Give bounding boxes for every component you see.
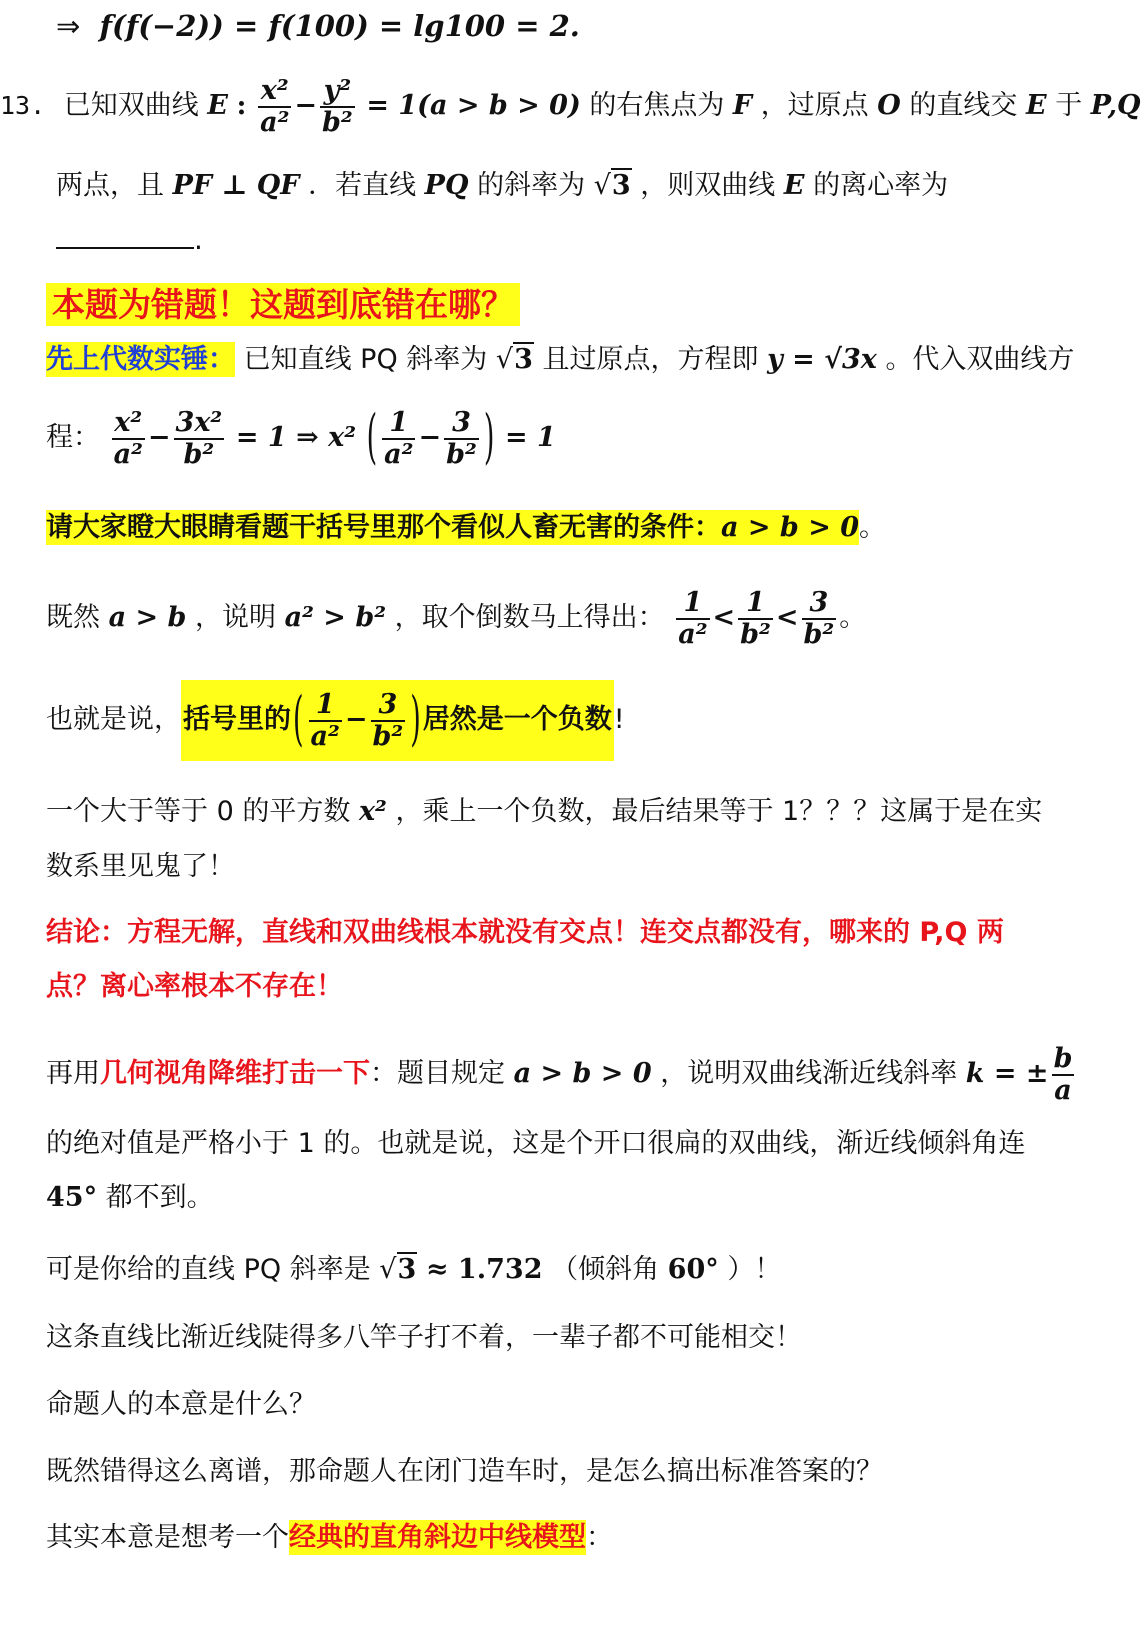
answer-blank-line: . [56, 222, 203, 258]
colon: : [236, 90, 247, 122]
question-13-line-2 [56, 168, 948, 204]
sqrt-three: √3 [379, 1254, 417, 1285]
condition-expr: a > b > 0 [721, 512, 860, 543]
model-line: 其实本意是想考一个经典的直角斜边中线模型： [46, 1522, 613, 1553]
algebra-line-2: 程： $\frac{\text{x²}}{\text{a²}}$ − $\frac{\text{3x²}}{\text{b²}}$ = 1 ⇒ x² ( $\frac{1}{\text{a²}}$ − $\frac{3}{\text{b²}}$ ) = 1 [46, 398, 556, 479]
far-line: 这条直线比渐近线陡得多八竿子打不着，一辈子都不可能相交！ [46, 1322, 802, 1353]
question-text: 的斜率为 [477, 170, 586, 201]
left-paren: ( [293, 685, 304, 754]
algebra-text: 且过原点，方程即 [542, 344, 759, 375]
fraction-1-a2: $\frac{1}{\text{a²}}$ [678, 586, 708, 650]
square-line-1: 一个大于等于 0 的平方数 x² ，乘上一个负数，最后结果等于 1？？？这属于是在实 [46, 796, 1043, 827]
fraction-3-b2: $\frac{3}{\text{b²}}$ [372, 688, 404, 752]
denominator: b² [322, 106, 353, 138]
heading-text: 本题为错题！这题到底错在哪？ [46, 283, 520, 326]
line-equation: y = √3x [767, 344, 877, 375]
intent-line: 命题人的本意是什么？ [46, 1389, 316, 1420]
geometry-line-2: 的绝对值是严格小于 1 的。也就是说，这是个开口很扁的双曲线，渐近线倾斜角连 [46, 1128, 1026, 1159]
hyperbola-symbol: E [783, 170, 805, 201]
condition-text: 请大家瞪大眼睛看题干括号里那个看似人畜无害的条件：a > b > 0 [46, 512, 860, 543]
question-text: ，则双曲线 [640, 170, 776, 201]
algebra-label: 先上代数实锤： [46, 344, 235, 375]
right-paren: ) [483, 403, 495, 472]
hyperbola-symbol: E [1026, 90, 1047, 122]
geometry-highlight: 几何视角降维打击一下 [100, 1058, 370, 1089]
equation-condition: = 1(a > b > 0) [366, 90, 581, 122]
denominator: a² [260, 106, 290, 138]
conclusion-line-2: 点？离心率根本不存在！ [46, 971, 343, 1002]
fraction-3x2-b2: $\frac{\text{3x²}}{\text{b²}}$ [175, 406, 223, 470]
conclusion-line-1: 结论：方程无解，直线和双曲线根本就没有交点！连交点都没有，哪来的 P,Q 两 [46, 917, 1004, 948]
algebra-text: 程： [46, 422, 100, 453]
asymptote-slope: k = ± [965, 1058, 1049, 1089]
question-text: 的右焦点为 [589, 90, 725, 122]
question-text: 的直线交 [909, 90, 1018, 122]
sqrt-three: √3 [495, 344, 533, 375]
angle-60: 60° [667, 1254, 719, 1285]
geometry-line-3: 45° 都不到。 [46, 1182, 214, 1213]
question-text: 的离心率为 [813, 170, 949, 201]
fraction-b-a: $\frac{b}{a}$ [1053, 1042, 1073, 1106]
slope-line: 可是你给的直线 PQ 斜率是 √3 ≈ 1.732 （倾斜角 60° ）！ [46, 1254, 782, 1285]
squared-inequality: a² > b² [284, 602, 387, 633]
negative-line: 也就是说，括号里的( $\frac{1}{\text{a²}}$ − $\frac{3}{\text{b²}}$ )居然是一个负数! [46, 680, 625, 761]
approx-value: ≈ 1.732 [425, 1254, 543, 1285]
answer-blank[interactable] [56, 225, 194, 249]
function-evaluation: f(f(−2)) = f(100) = lg100 = 2. [99, 9, 580, 43]
algebra-text: 已知直线 PQ 斜率为 [243, 344, 488, 375]
error-heading [46, 282, 520, 330]
substitution-equals: = 1 ⇒ x² [235, 422, 357, 453]
question-text: 于 [1055, 90, 1083, 122]
x-squared: x² [358, 796, 387, 827]
question-text: 两点，且 [56, 170, 164, 201]
algebra-line-1 [46, 340, 1074, 380]
numerator: x² [258, 76, 291, 108]
left-paren: ( [366, 403, 378, 472]
algebra-text: 。代入双曲线方 [885, 344, 1075, 375]
fraction-3-b2: $\frac{3}{\text{b²}}$ [803, 586, 835, 650]
fraction-x2-a2 [258, 76, 291, 137]
perpendicular-condition: PF ⊥ QF [172, 170, 300, 201]
right-paren: ) [410, 685, 421, 754]
since-line: 既然 a > b ，说明 a² > b² ，取个倒数马上得出： $\frac{1}{\text{a²}}$ < $\frac{1}{\text{b²}}$ < $\frac{3}{\text{b²}}$ 。 [46, 586, 867, 650]
geometry-line-1: 再用几何视角降维打击一下：题目规定 a > b > 0 ，说明双曲线渐近线斜率 k = ± $\frac{b}{a}$ [46, 1042, 1073, 1106]
fraction-3-b2: $\frac{3}{\text{b²}}$ [446, 406, 477, 470]
square-line-2: 数系里见鬼了！ [46, 851, 235, 882]
fraction-1-a2: $\frac{1}{\text{a²}}$ [384, 406, 414, 470]
question-text: 已知双曲线 [63, 90, 199, 122]
implies-arrow: ⇒ [56, 9, 81, 43]
fraction-y2-b2 [320, 76, 355, 137]
question-text: ．若直线 [308, 170, 417, 201]
condition-expr: a > b > 0 [513, 1058, 652, 1089]
question-13-line-1: 13. 已知双曲线 E : $\frac{\text{x²}}{\text{a²}}$ − $\frac{\text{y²}}{\text{b²}}$ = 1(a > b > 0) 的右焦点为 F ，过原点 O 的直线交 E 于 P,Q [0, 75, 1141, 138]
question-number: 13. [0, 91, 46, 121]
negative-highlight: 括号里的( $\frac{1}{\text{a²}}$ − $\frac{3}{\text{b²}}$ )居然是一个负数 [181, 680, 614, 761]
question-text: ，过原点 [760, 90, 869, 122]
equals-one: = 1 [504, 422, 556, 453]
inequality: a > b [108, 602, 187, 633]
origin-symbol: O [877, 90, 901, 122]
line-symbol: PQ [424, 170, 469, 201]
sqrt-three: √3 [593, 170, 631, 201]
solution-result-line [56, 8, 580, 44]
points-symbol: P,Q [1090, 90, 1141, 122]
hyperbola-symbol: E [207, 90, 228, 122]
fraction-1-a2: $\frac{1}{\text{a²}}$ [310, 688, 340, 752]
fraction-1-b2: $\frac{1}{\text{b²}}$ [740, 586, 771, 650]
angle-45: 45° [46, 1182, 98, 1213]
model-highlight: 经典的直角斜边中线模型 [289, 1522, 586, 1553]
focus-symbol: F [732, 90, 753, 122]
numerator: y² [320, 76, 355, 108]
condition-line: 请大家瞪大眼睛看题干括号里那个看似人畜无害的条件：a > b > 0。 [46, 512, 887, 543]
answer-line: 既然错得这么离谱，那命题人在闭门造车时，是怎么搞出标准答案的？ [46, 1456, 883, 1487]
fraction-x2-a2: $\frac{\text{x²}}{\text{a²}}$ [113, 406, 143, 470]
